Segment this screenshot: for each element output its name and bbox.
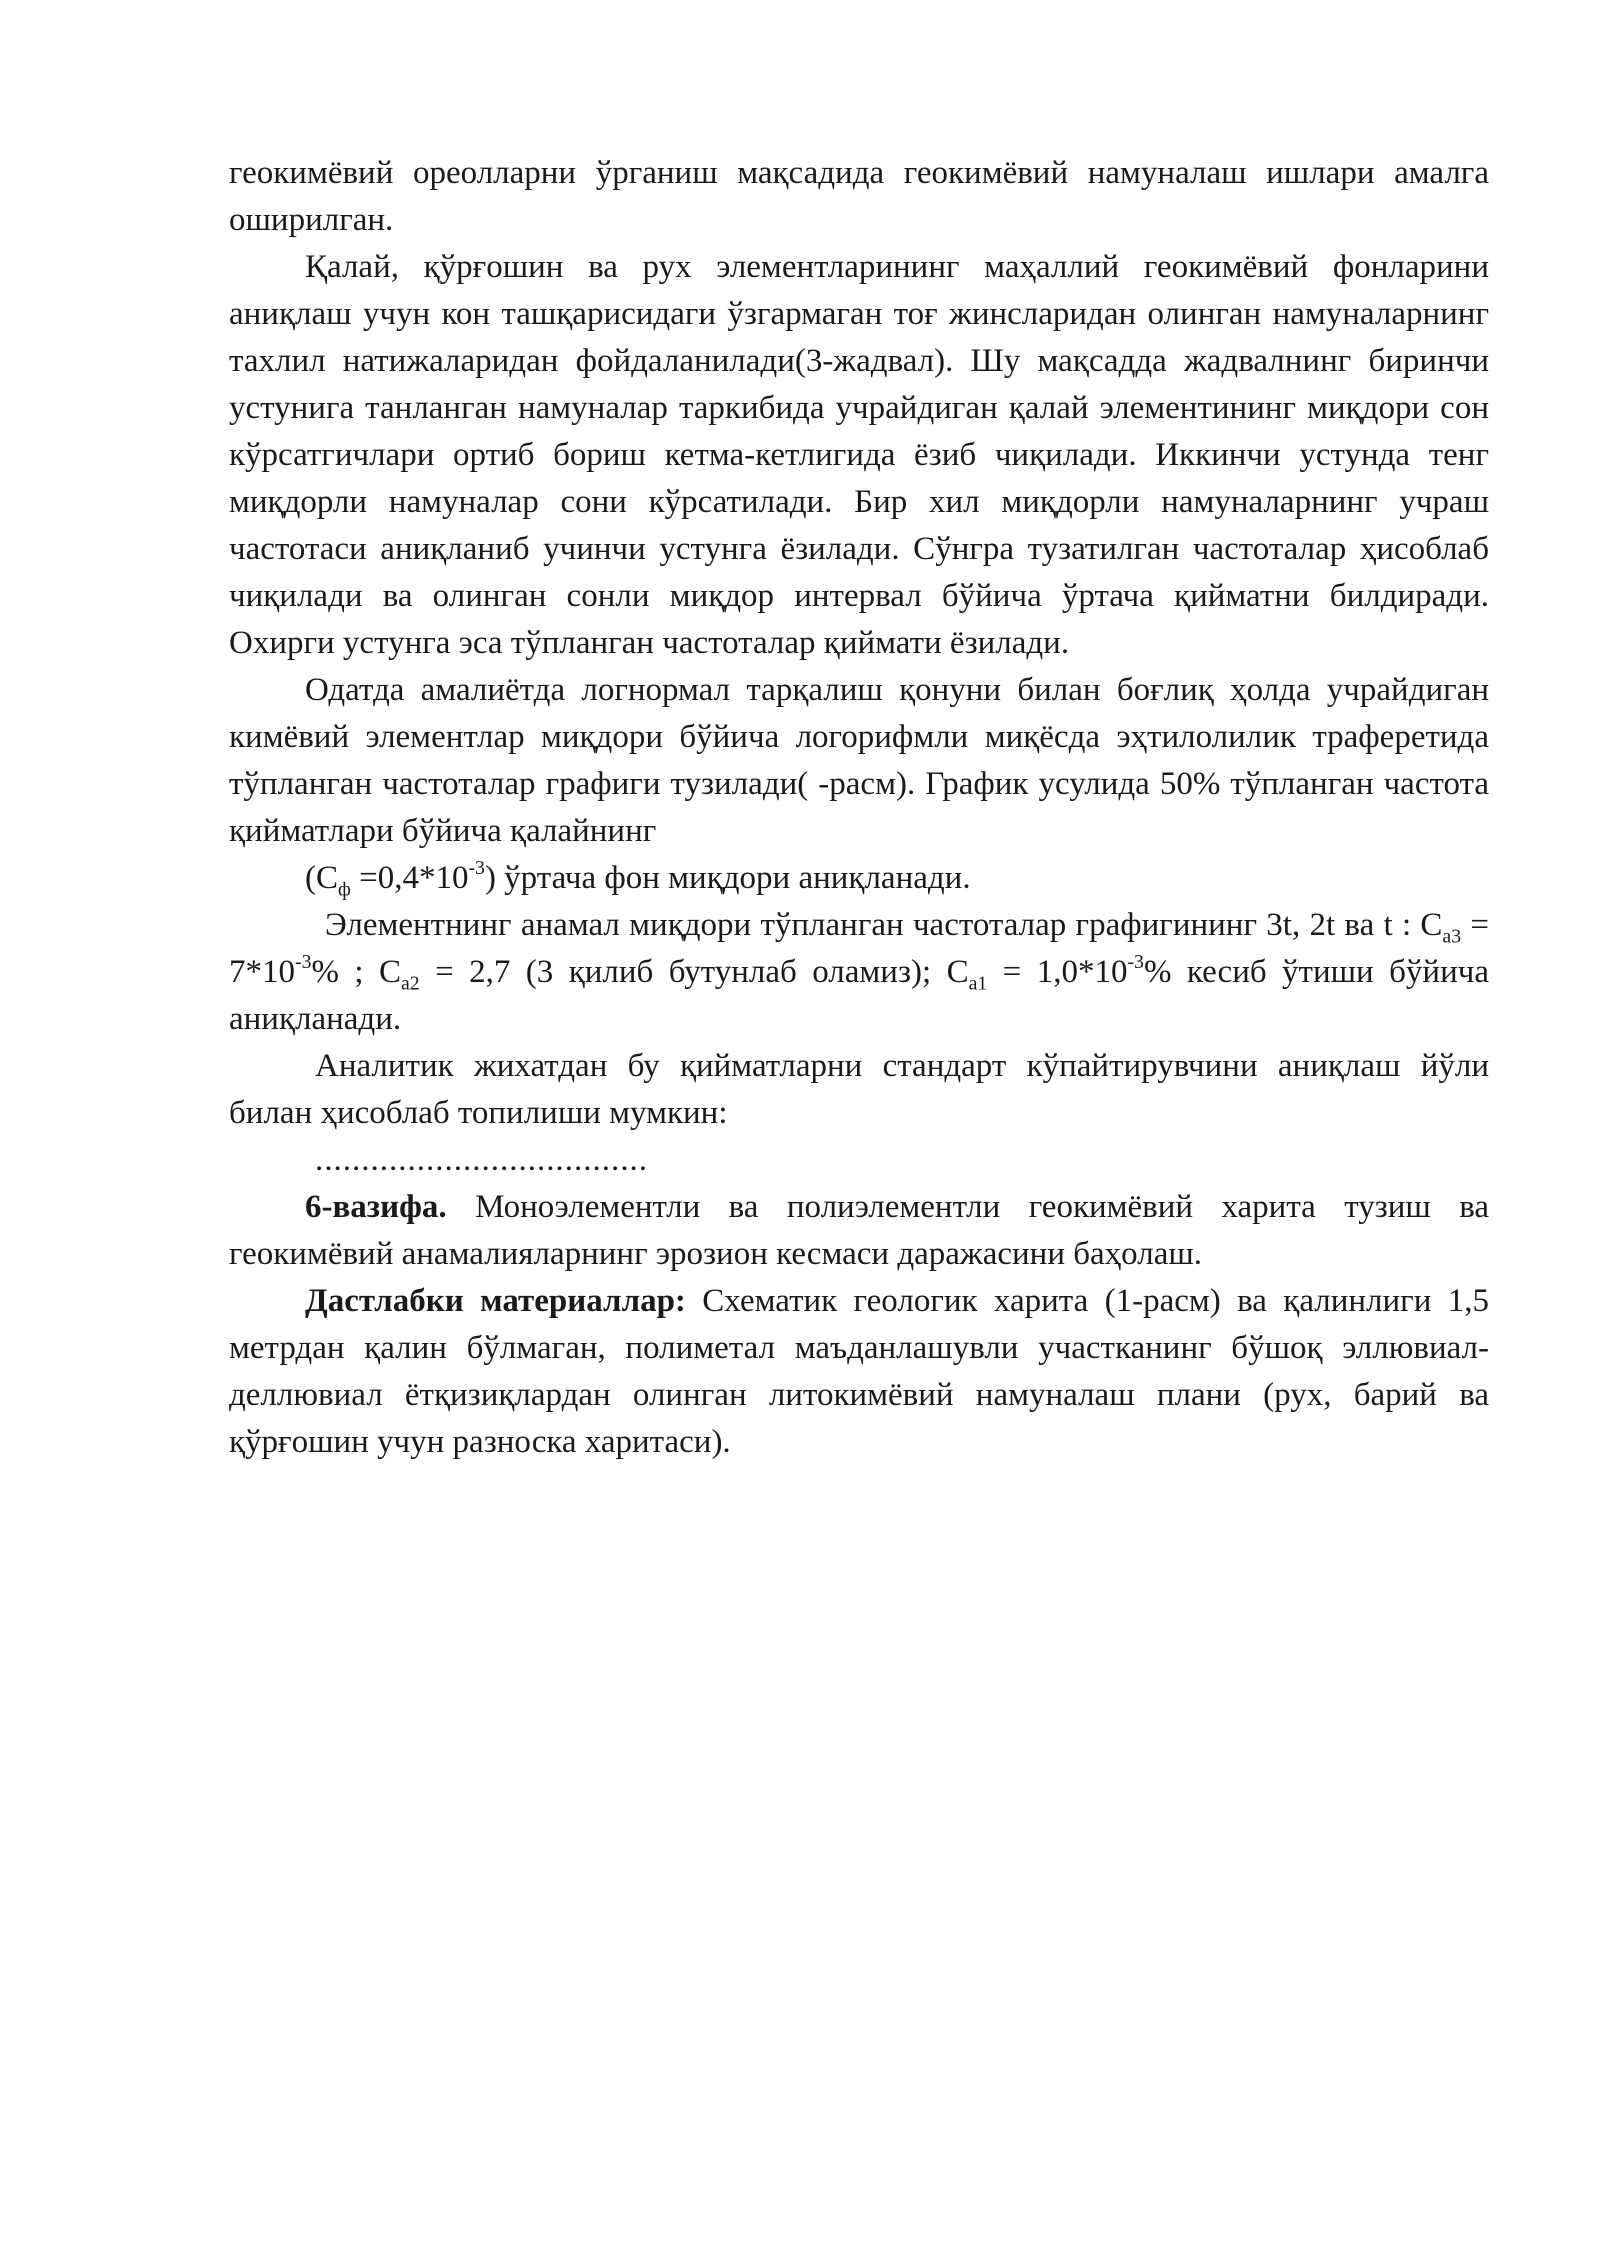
document-body <box>229 150 1489 1466</box>
paragraph-intro: геокимёвий ореолларни ўрганиш мақсадида геокимёвий намуналаш ишлари амалга оширилган. <box>229 155 1489 238</box>
paragraph-analytic-method: Аналитик жихатдан бу қийматларни стандарт кўпайтирувчини аниқлаш йўли билан ҳисоблаб топилиши мумкин: <box>229 1048 1489 1131</box>
paragraph-background-method: Қалай, қўрғошин ва рух элементларининг маҳаллий геокимёвий фонларини аниқлаш учун кон ташқарисидаги ўзгармаган тоғ жинсларидан олинган намуналарнинг тахлил натижаларидан фойдаланилади(3-жадвал). Шу мақсадда жадвалнинг биринчи устунига танланган намуналар таркибида учрайдиган қалай элементининг миқдори сон кўрсатгичлари ортиб бориш кетма-кетлигида ёзиб чиқилади. Иккинчи устунда тенг миқдорли намуналар сони кўрсатилади. Бир хил миқдорли намуналарнинг учраш частотаси аниқланиб учинчи устунга ёзилади. Сўнгра тузатилган частоталар ҳисоблаб чиқилади ва олинган сонли миқдор интервал бўйича ўртача қийматни билдиради. Охирги устунга эса тўпланган частоталар қиймати ёзилади. <box>229 249 1489 661</box>
paragraph-anomaly-values: Элементнинг анамал миқдори тўпланган частоталар графигининг 3t, 2t ва t : $C_{а3} = 7*10^{-3}\%$ ; $C_{а2} = 2,7$ (3 қилиб бутунлаб оламиз); $C_{а1} = 1,0*10^{-3}\%$ кесиб ўтиши бўйича аниқланади. <box>229 907 1489 1037</box>
paragraph-initial-materials: Дастлабки материаллар: Схематик геологик харита (1-расм) ва қалинлиги 1,5 метрдан қалин бўлмаган, полиметал маъданлашувли участканинг бўшоқ эллювиал-деллювиал ётқизиқлардан олинган литокимёвий намуналаш плани (рух, барий ва қўрғошин учун разноска харитаси). <box>229 1283 1489 1460</box>
paragraph-task-6: 6-вазифа. Моноэлементли ва полиэлементли геокимёвий харита тузиш ва геокимёвий анамалияларнинг эрозион кесмаси даражасини баҳолаш. <box>229 1189 1489 1272</box>
task-heading: 6-вазифа. <box>305 1189 447 1225</box>
formula-background-value: $(C_ф =0,4*10^{-3})$ ўртача фон миқдори аниқланади. <box>305 857 971 901</box>
paragraph-lognormal-graph: Одатда амалиётда логнормал тарқалиш қонуни билан боғлиқ ҳолда учрайдиган кимёвий элементлар миқдори бўйича логорифмли миқёсда эҳтилолилик траферетида тўпланган частоталар графиги тузилади( -расм). График усулида 50% тўпланган частота қийматлари бўйича қалайнинг <box>229 672 1489 849</box>
dotted-placeholder: .................................... <box>315 1142 648 1178</box>
materials-heading: Дастлабки материаллар: <box>305 1283 686 1319</box>
